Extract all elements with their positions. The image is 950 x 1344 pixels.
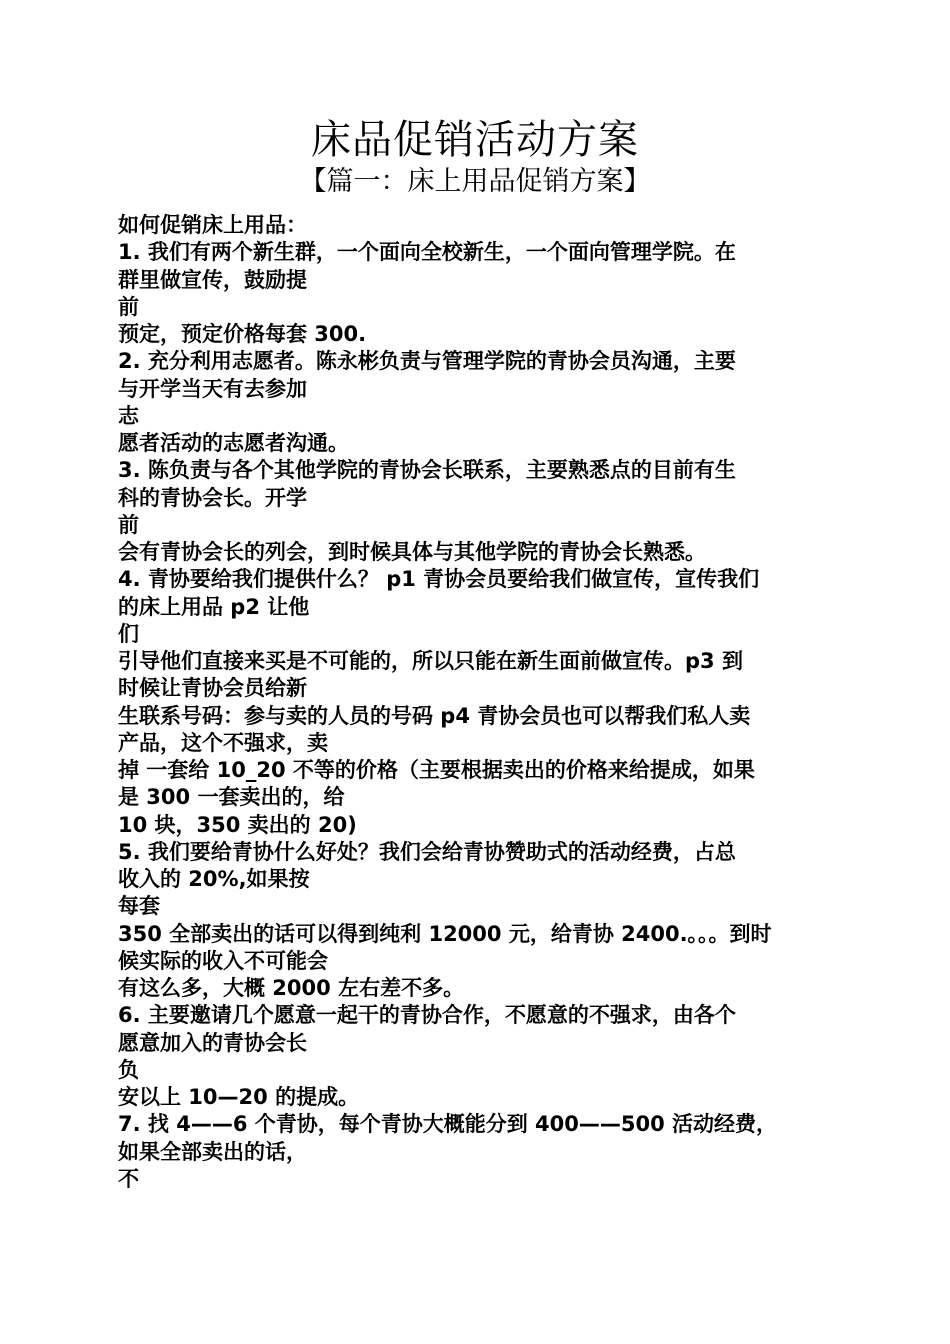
text-line: 每套 <box>118 894 160 919</box>
text-line: 安以上 10—20 的提成。 <box>118 1085 360 1109</box>
text-line: 产品，这个不强求，卖 <box>118 730 328 755</box>
text-line: 的床上用品 p2 让他 <box>118 594 310 619</box>
text-line: 生联系号码：参与卖的人员的号码 p4 青协会员也可以帮我们私人卖 <box>118 703 751 728</box>
text-line: 掉 一套给 10_20 不等的价格（主要根据卖出的价格来给提成，如果 <box>118 758 755 782</box>
text-line: 收入的 20%,如果按 <box>118 867 310 891</box>
text-line: 3. 陈负责与各个其他学院的青协会长联系，主要熟悉点的目前有生 <box>118 458 736 483</box>
text-line: 与开学当天有去参加 <box>118 376 307 401</box>
text-line: 科的青协会长。开学 <box>118 485 307 510</box>
document-body <box>118 212 848 1193</box>
text-line: 志 <box>118 403 139 428</box>
text-line: 预定，预定价格每套 300. <box>118 322 367 346</box>
text-line: 负 <box>118 1057 139 1082</box>
document-title: 床品促销活动方案 <box>311 117 639 163</box>
text-line: 有这么多，大概 2000 左右差不多。 <box>118 976 465 1000</box>
text-line: 是 300 一套卖出的，给 <box>118 785 345 810</box>
text-line: 会有青协会长的列会，到时候具体与其他学院的青协会长熟悉。 <box>118 540 706 564</box>
text-line: 时候让青协会员给新 <box>118 676 307 701</box>
document-subtitle: 【篇一：床上用品促销方案】 <box>299 166 651 197</box>
text-line: 群里做宣传，鼓励提 <box>118 267 307 292</box>
text-line: 愿意加入的青协会长 <box>118 1030 307 1055</box>
text-line: 引导他们直接来买是不可能的，所以只能在新生面前做宣传。p3 到 <box>118 649 743 673</box>
text-line: 4. 青协要给我们提供什么？ p1 青协会员要给我们做宣传，宣传我们 <box>118 567 760 592</box>
text-line: 愿者活动的志愿者沟通。 <box>118 431 349 455</box>
text-line: 1. 我们有两个新生群，一个面向全校新生，一个面向管理学院。在 <box>118 240 736 265</box>
text-line: 7. 找 4——6 个青协，每个青协大概能分到 400——500 活动经费， <box>118 1112 778 1137</box>
text-line: 2. 充分利用志愿者。陈永彬负责与管理学院的青协会员沟通，主要 <box>118 349 736 374</box>
text-line: 350 全部卖出的话可以得到纯利 12000 元，给青协 2400.。。。到时 <box>118 921 772 946</box>
text-line: 前 <box>118 512 139 537</box>
text-line: 前 <box>118 294 139 319</box>
text-line: 们 <box>118 621 139 646</box>
text-line: 不 <box>118 1166 139 1191</box>
text-line: 如何促销床上用品： <box>118 213 307 237</box>
text-line: 6. 主要邀请几个愿意一起干的青协合作，不愿意的不强求，由各个 <box>118 1003 736 1028</box>
text-line: 如果全部卖出的话， <box>118 1139 307 1164</box>
text-line: 候实际的收入不可能会 <box>118 948 328 973</box>
text-line: 5. 我们要给青协什么好处？我们会给青协赞助式的活动经费，占总 <box>118 839 736 864</box>
text-line: 10 块，350 卖出的 20) <box>118 812 357 837</box>
